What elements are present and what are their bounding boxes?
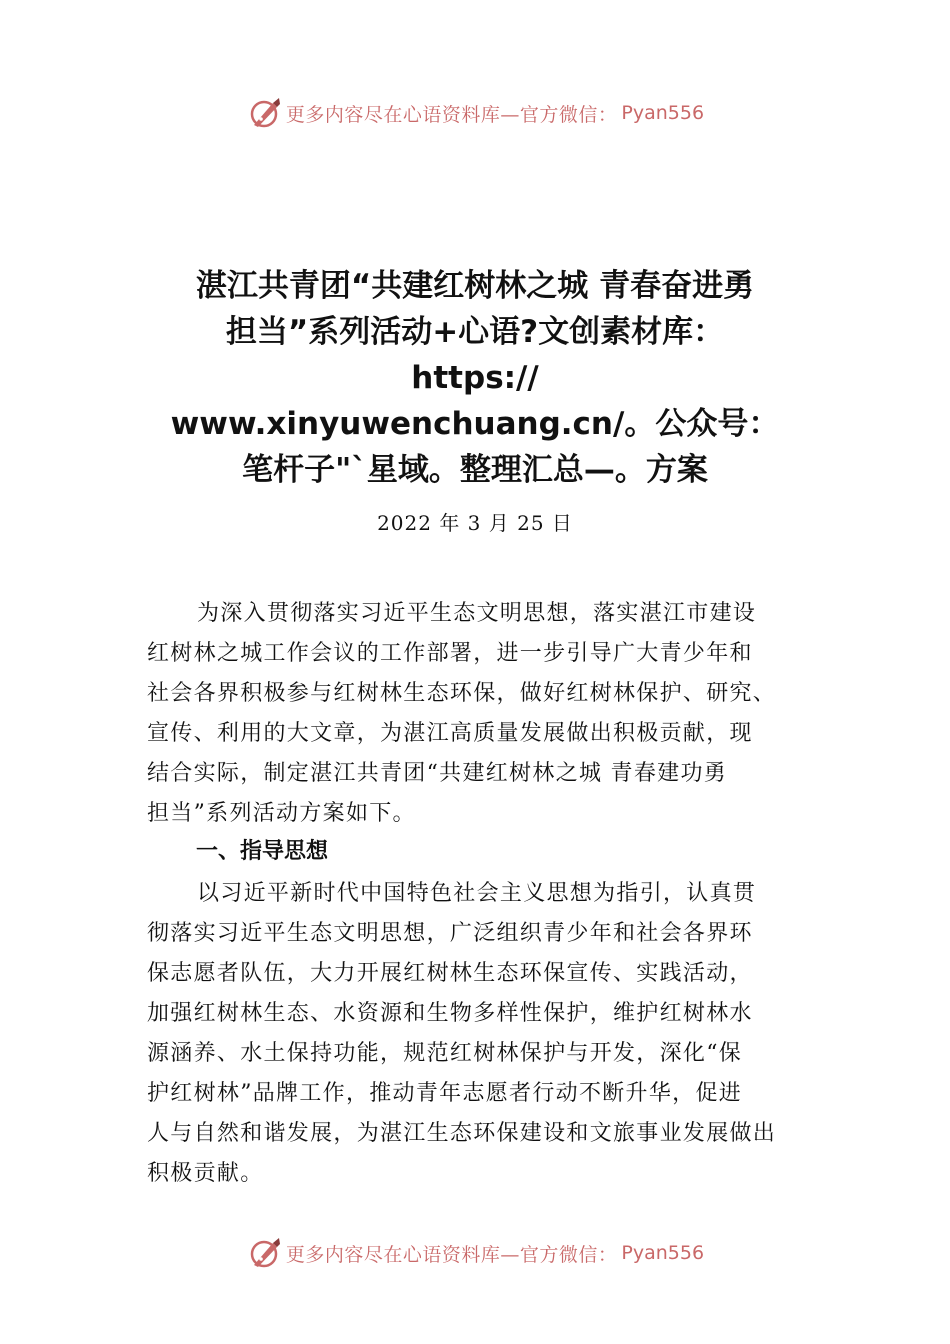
guiding-thought-paragraph [147, 874, 817, 1194]
intro-paragraph [147, 594, 817, 834]
paragraph-line: 担当”系列活动方案如下。 [147, 801, 416, 826]
title-line: https:// [411, 360, 539, 396]
pen-nib-logo-icon [246, 1235, 282, 1271]
pen-nib-logo-icon [246, 95, 282, 131]
title-line: 担当”系列活动+心语?文创素材库： [225, 314, 725, 350]
footer-banner [0, 1233, 950, 1273]
paragraph-line: 为深入贯彻落实习近平生态文明思想，落实湛江市建设 [197, 601, 757, 626]
banner-text: 更多内容尽在心语资料库—官方微信： [285, 103, 618, 126]
section-heading: 一、指导思想 [196, 839, 329, 864]
paragraph-line: 积极贡献。 [147, 1161, 264, 1186]
banner-text: 更多内容尽在心语资料库—官方微信： [285, 1243, 618, 1266]
title-line: 湛江共青团“共建红树林之城 青春奋进勇 [195, 268, 755, 304]
header-banner [0, 93, 950, 133]
paragraph-line: 彻落实习近平生态文明思想，广泛组织青少年和社会各界环 [147, 921, 753, 946]
paragraph-line: 保志愿者队伍，大力开展红树林生态环保宣传、实践活动， [147, 961, 753, 986]
paragraph-line: 结合实际，制定湛江共青团“共建红树林之城 青春建功勇 [147, 761, 728, 786]
document-date: 2022 年 3 月 25 日 [377, 511, 573, 535]
paragraph-line: 加强红树林生态、水资源和生物多样性保护，维护红树林水 [147, 1001, 753, 1026]
paragraph-line: 宣传、利用的大文章，为湛江高质量发展做出积极贡献，现 [147, 721, 753, 746]
title-line: 笔杆子"`星域。整理汇总—。方案 [242, 452, 708, 488]
paragraph-line: 人与自然和谐发展，为湛江生态环保建设和文旅事业发展做出 [147, 1121, 777, 1146]
paragraph-line: 社会各界积极参与红树林生态环保，做好红树林保护、研究、 [147, 681, 777, 706]
paragraph-line: 源涵养、水土保持功能，规范红树林保护与开发，深化“保 [147, 1041, 743, 1066]
document-title [100, 263, 850, 493]
title-line: www.xinyuwenchuang.cn/。公众号： [170, 406, 780, 442]
paragraph-line: 护红树林”品牌工作，推动青年志愿者行动不断升华，促进 [147, 1081, 743, 1106]
paragraph-line: 红树林之城工作会议的工作部署，进一步引导广大青少年和 [147, 641, 753, 666]
paragraph-line: 以习近平新时代中国特色社会主义思想为指引，认真贯 [197, 881, 757, 906]
banner-wechat-id: Pyan556 [621, 1242, 705, 1264]
banner-wechat-id: Pyan556 [621, 102, 705, 124]
